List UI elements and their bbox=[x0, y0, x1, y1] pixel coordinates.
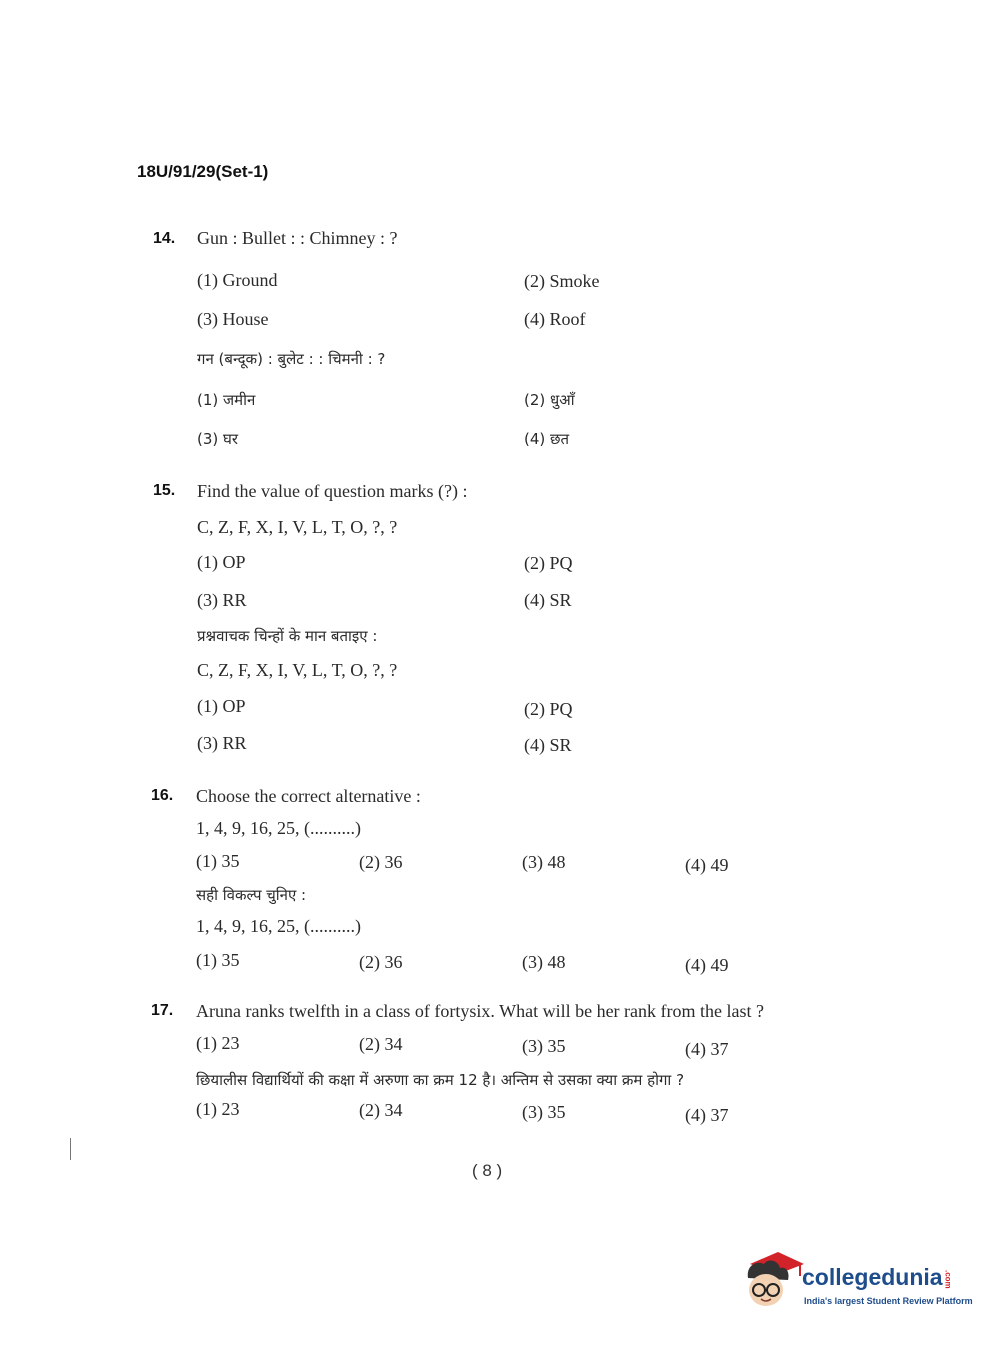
option-3-en: (3) 48 bbox=[522, 852, 566, 872]
question-number: 17. bbox=[151, 1002, 174, 1019]
option-3-en: (3) 35 bbox=[522, 1036, 566, 1056]
logo-tagline: India's largest Student Review Platform bbox=[804, 1296, 973, 1306]
option-1-hi: (1) OP bbox=[197, 696, 246, 716]
option-2-hi: (2) 34 bbox=[359, 1100, 403, 1120]
option-2-en: (2) 34 bbox=[359, 1034, 403, 1054]
logo-wordmark: collegedunia.com bbox=[802, 1264, 953, 1290]
option-1-en: (1) Ground bbox=[197, 270, 278, 290]
option-3-en: (3) House bbox=[197, 309, 269, 329]
option-4-en: (4) 37 bbox=[685, 1039, 729, 1059]
option-2-hi: (2) 36 bbox=[359, 952, 403, 972]
option-4-hi: (4) 37 bbox=[685, 1105, 729, 1125]
option-1-en: (1) 23 bbox=[196, 1033, 240, 1053]
series-en: 1, 4, 9, 16, 25, (..........) bbox=[196, 818, 361, 838]
question-text-hi: सही विकल्प चुनिए : bbox=[196, 886, 307, 904]
option-3-hi: (3) RR bbox=[197, 733, 247, 753]
option-4-en: (4) 49 bbox=[685, 855, 729, 875]
option-4-en: (4) SR bbox=[524, 590, 572, 610]
margin-mark bbox=[70, 1138, 71, 1160]
question-text-en: Aruna ranks twelfth in a class of fortysix. What will be her rank from the last ? bbox=[196, 1001, 765, 1021]
question-number: 15. bbox=[153, 482, 176, 499]
paper-code: 18U/91/29(Set-1) bbox=[137, 162, 269, 181]
option-3-hi: (3) 48 bbox=[522, 952, 566, 972]
option-2-en: (2) Smoke bbox=[524, 271, 600, 291]
question-text-hi: छियालीस विद्यार्थियों की कक्षा में अरुणा का क्रम 12 है। अन्तिम से उसका क्या क्रम होगा ? bbox=[196, 1071, 685, 1089]
option-4-hi: (4) SR bbox=[524, 735, 572, 755]
collegedunia-logo bbox=[742, 1248, 972, 1318]
option-1-hi: (1) 23 bbox=[196, 1099, 240, 1119]
option-3-hi: (3) घर bbox=[197, 430, 239, 448]
page-number: ( 8 ) bbox=[472, 1161, 503, 1180]
option-4-en: (4) Roof bbox=[524, 309, 586, 329]
option-2-hi: (2) धुआँ bbox=[524, 391, 575, 409]
option-4-hi: (4) छत bbox=[524, 430, 570, 448]
question-text-en: Choose the correct alternative : bbox=[196, 786, 421, 806]
question-number: 14. bbox=[153, 230, 176, 247]
question-text-hi: गन (बन्दूक) : बुलेट : : चिमनी : ? bbox=[197, 350, 386, 368]
option-2-en: (2) PQ bbox=[524, 553, 573, 573]
option-2-hi: (2) PQ bbox=[524, 699, 573, 719]
question-text-hi: प्रश्नवाचक चिन्हों के मान बताइए : bbox=[197, 627, 378, 645]
option-2-en: (2) 36 bbox=[359, 852, 403, 872]
option-4-hi: (4) 49 bbox=[685, 955, 729, 975]
option-3-hi: (3) 35 bbox=[522, 1102, 566, 1122]
mascot-icon bbox=[742, 1248, 804, 1314]
option-3-en: (3) RR bbox=[197, 590, 247, 610]
option-1-en: (1) OP bbox=[197, 552, 246, 572]
question-text-en: Gun : Bullet : : Chimney : ? bbox=[197, 228, 398, 248]
option-1-en: (1) 35 bbox=[196, 851, 240, 871]
series-hi: 1, 4, 9, 16, 25, (..........) bbox=[196, 916, 361, 936]
question-number: 16. bbox=[151, 787, 174, 804]
question-text-en: Find the value of question marks (?) : bbox=[197, 481, 468, 501]
series-hi: C, Z, F, X, I, V, L, T, O, ?, ? bbox=[197, 660, 398, 680]
option-1-hi: (1) जमीन bbox=[197, 391, 256, 409]
series-en: C, Z, F, X, I, V, L, T, O, ?, ? bbox=[197, 517, 398, 537]
option-1-hi: (1) 35 bbox=[196, 950, 240, 970]
